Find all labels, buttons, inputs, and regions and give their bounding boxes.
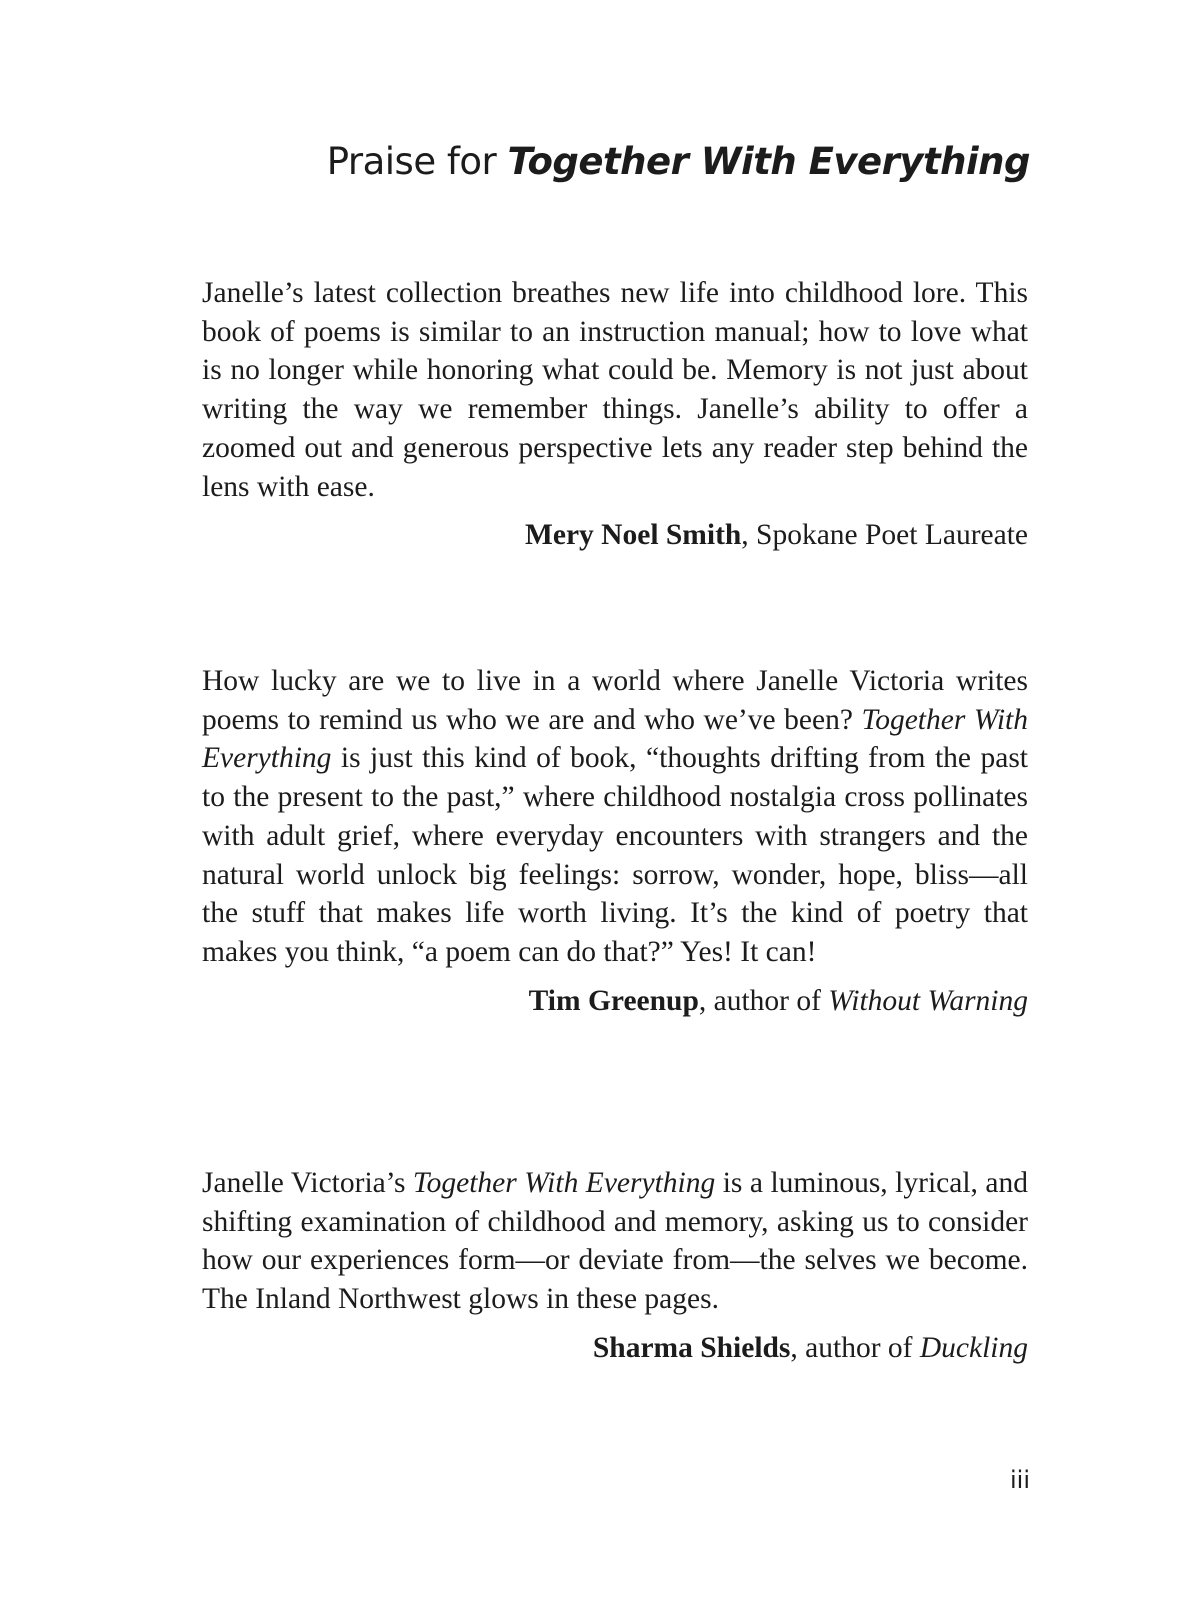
attribution-name: Tim Greenup bbox=[528, 984, 699, 1017]
blurb-book-title: Together With Everything bbox=[412, 1167, 716, 1199]
heading-book-title: Together With Everything bbox=[507, 140, 1030, 183]
blurb-book-title: Together With Everything bbox=[202, 703, 1028, 775]
attribution-name: Mery Noel Smith bbox=[525, 519, 742, 552]
blurb-attribution bbox=[202, 1329, 1028, 1367]
blurb-attribution bbox=[202, 516, 1028, 554]
page-number: iii bbox=[1009, 1466, 1030, 1494]
attribution-role: , author of bbox=[698, 984, 829, 1017]
praise-blurb-2 bbox=[202, 662, 1028, 1020]
blurb-text bbox=[202, 274, 1028, 506]
blurb-text bbox=[202, 662, 1028, 972]
attribution-role: , Spokane Poet Laureate bbox=[741, 519, 1028, 552]
praise-blurb-3 bbox=[202, 1164, 1028, 1367]
heading-prefix: Praise for bbox=[326, 140, 508, 183]
page-heading bbox=[327, 140, 1030, 183]
attribution-work: Duckling bbox=[919, 1331, 1028, 1364]
blurb-text bbox=[202, 1164, 1028, 1319]
blurb-text-segment: Janelle Victoria’s bbox=[202, 1167, 413, 1199]
blurb-text-segment: is just this kind of book, “thoughts drifting from the past to the present to the past,” where childhood nostalgia cross pollinates with adult grief, where everyday encounters with strangers and the natural world unlock big feelings: sorrow, wonder, hope, bliss—all the stuff that makes life worth living. It’s the kind of poetry that makes you think, “a poem can do that?” Yes! It can! bbox=[202, 742, 1028, 968]
attribution-role: , author of bbox=[790, 1331, 920, 1364]
blurb-attribution bbox=[202, 982, 1028, 1020]
blurb-text-segment: How lucky are we to live in a world where Janelle Victoria writes poems to remind us who we are and who we’ve been? bbox=[202, 665, 1028, 736]
attribution-work: Without Warning bbox=[828, 984, 1028, 1017]
blurb-text-segment: Janelle’s latest collection breathes new life into childhood lore. This book of poems is similar to an instruction manual; how to love what is no longer while honoring what could be. Memory is not just about writing the way we remember things. Janelle’s ability to offer a zoomed out and generous perspective lets any reader step behind the lens with ease. bbox=[202, 277, 1028, 503]
blurb-text-segment: is a luminous, lyrical, and shifting examination of childhood and memory, asking us to consider how our experiences form—or deviate from—the selves we become. The Inland Northwest glows in these pages. bbox=[202, 1167, 1028, 1316]
attribution-name: Sharma Shields bbox=[592, 1331, 791, 1364]
praise-blurb-1 bbox=[202, 274, 1028, 554]
